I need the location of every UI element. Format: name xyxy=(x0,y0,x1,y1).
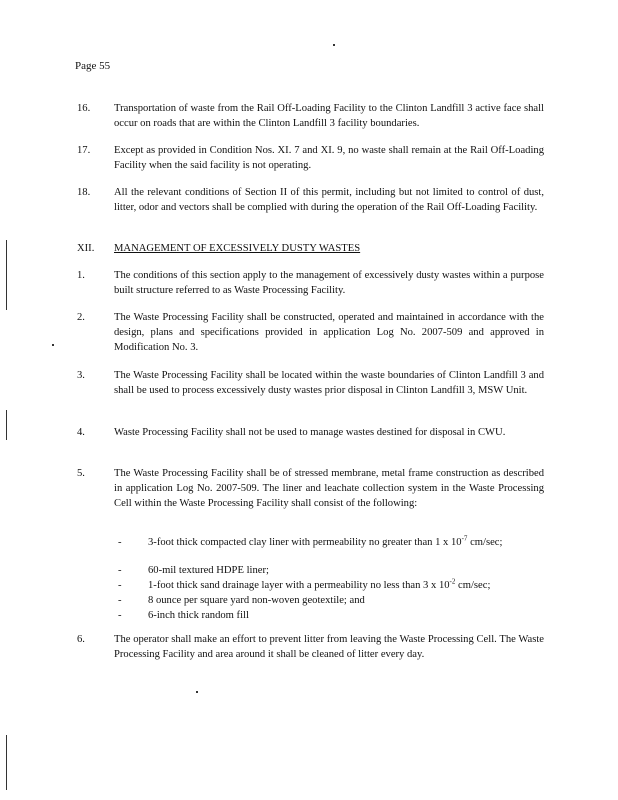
item-number: 1. xyxy=(77,270,85,281)
item-number: 17. xyxy=(77,145,91,156)
item-text: Except as provided in Condition Nos. XI. 7 and XI. 9, no waste shall remain at the Rail Off-Loading Facility when the said facility is not operating. xyxy=(114,145,544,171)
scan-speck xyxy=(333,44,335,46)
item-number: 2. xyxy=(77,312,85,323)
liner-text: 8 ounce per square yard non-woven geotextile; and xyxy=(148,595,365,606)
scan-mark xyxy=(6,240,7,310)
bullet-dash: - xyxy=(118,580,122,591)
item-text: The Waste Processing Facility shall be of stressed membrane, metal frame construction as described in application Log No. 2007-509. The liner and leachate collection system in the Waste Processing Cell within the Waste Processing Facility shall consist of the following: xyxy=(114,468,544,509)
item-text: The conditions of this section apply to the management of excessively dusty wastes within a purpose built structure referred to as Waste Processing Facility. xyxy=(114,270,544,296)
item-text: All the relevant conditions of Section II of this permit, including but not limited to control of dust, litter, odor and vectors shall be complied with during the operation of the Rail Off-Loading Facility. xyxy=(114,187,544,213)
item-number: 18. xyxy=(77,187,91,198)
item-text: Transportation of waste from the Rail Off-Loading Facility to the Clinton Landfill 3 active face shall occur on roads that are within the Clinton Landfill 3 facility boundaries. xyxy=(114,103,544,129)
bullet-dash: - xyxy=(118,595,122,606)
liner-text: 1-foot thick sand drainage layer with a permeability no less than 3 x $10^{-2}$ cm/sec; xyxy=(148,577,491,591)
liner-text: 6-inch thick random fill xyxy=(148,610,249,621)
item-number: 4. xyxy=(77,427,85,438)
item-text: The operator shall make an effort to prevent litter from leaving the Waste Processing Cell. The Waste Processing Facility and area around it shall be cleaned of litter every day. xyxy=(114,634,544,660)
liner-text: 3-foot thick compacted clay liner with permeability no greater than 1 x $10^{-7}$ cm/sec; xyxy=(148,534,503,548)
item-number: 16. xyxy=(77,103,91,114)
item-number: 6. xyxy=(77,634,85,645)
page-label: Page 55 xyxy=(75,60,111,72)
section-title: MANAGEMENT OF EXCESSIVELY DUSTY WASTES xyxy=(114,243,361,254)
bullet-dash: - xyxy=(118,565,122,576)
bullet-dash: - xyxy=(118,537,122,548)
item-text: The Waste Processing Facility shall be constructed, operated and maintained in accordance with the design, plans and specifications provided in application Log No. 2007-509 and approved in Modification No. 3. xyxy=(114,312,544,353)
item-text: Waste Processing Facility shall not be used to manage wastes destined for disposal in CWU. xyxy=(114,427,506,438)
scan-speck xyxy=(196,691,198,693)
scan-mark xyxy=(6,735,7,790)
item-text: The Waste Processing Facility shall be located within the waste boundaries of Clinton Landfill 3 and shall be used to process excessively dusty wastes prior disposal in Clinton Landfill 3, MSW Unit. xyxy=(114,370,544,396)
scan-speck xyxy=(52,344,54,346)
bullet-dash: - xyxy=(118,610,122,621)
item-number: 3. xyxy=(77,370,85,381)
liner-text: 60-mil textured HDPE liner; xyxy=(148,565,269,576)
scan-mark xyxy=(6,410,7,440)
item-number: 5. xyxy=(77,468,85,479)
section-number: XII. xyxy=(77,243,95,254)
